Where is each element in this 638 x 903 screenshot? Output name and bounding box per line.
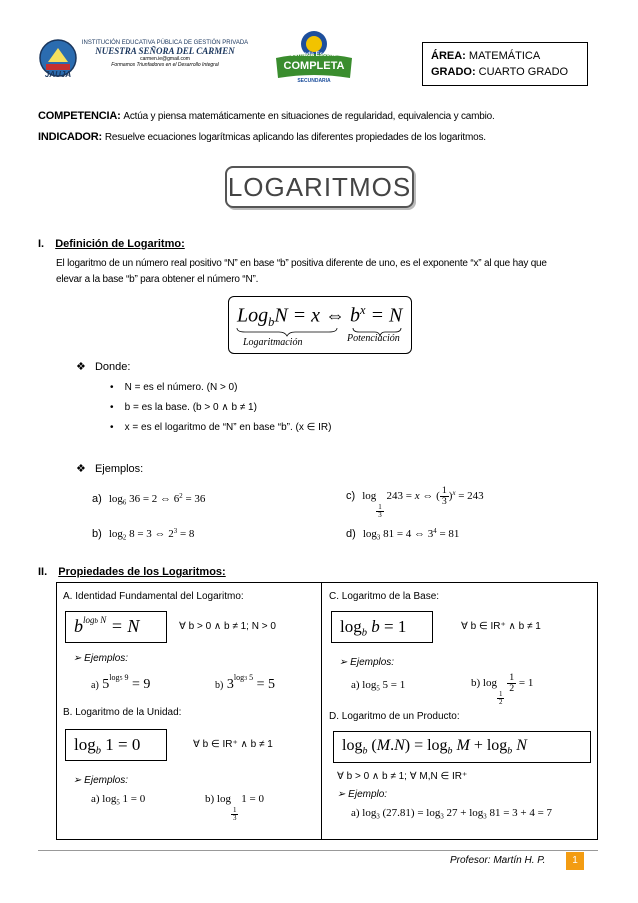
footer-teacher: Profesor: Martín H. P. xyxy=(450,855,546,866)
example-a: a) $\log_6 36 = 2$ ⇔ $6^2 = 36$ xyxy=(92,493,206,507)
event-logo-top: Jornada Escolar xyxy=(290,52,338,58)
grade-label: GRADO: xyxy=(431,66,476,78)
school-info xyxy=(80,40,250,68)
footer-line xyxy=(38,850,598,851)
prop-d-ejemplo: ➢ Ejemplo: xyxy=(337,789,388,800)
section2-title: Propiedades de los Logaritmos: xyxy=(58,566,226,578)
prop-d-example: a) $\log_3 (27.81) = \log_3 27 + \log_3 81 = 3 + 4 = 7$ xyxy=(351,807,553,821)
area-row xyxy=(431,48,579,64)
indicador-row xyxy=(38,131,608,143)
prop-a-ejemplos: ➢ Ejemplos: xyxy=(73,653,129,664)
section1-title: Definición de Logaritmo: xyxy=(55,238,185,250)
prop-c-formula: $\log_b b = 1$ xyxy=(331,611,433,643)
school-line1: INSTITUCIÓN EDUCATIVA PÚBLICA DE GESTIÓN PRIVADA xyxy=(81,40,249,46)
underbraces-icon xyxy=(235,327,405,337)
donde-label: ❖ Donde: xyxy=(76,361,131,373)
prop-b-condition: ∀ b ∈ IR⁺ ∧ b ≠ 1 xyxy=(193,739,273,750)
formula-log: Log xyxy=(237,304,269,327)
label-potenciacion: Potenciación xyxy=(347,333,400,344)
event-logo-main: COMPLETA xyxy=(283,60,345,72)
area-grade-box xyxy=(422,42,588,86)
banner-title: LOGARITMOS xyxy=(227,171,412,202)
school-email: carmen.ie@gmail.com xyxy=(140,56,190,62)
donde-bullets xyxy=(110,378,331,438)
prop-a-formula: $b^{logb N} = N$ xyxy=(65,611,167,643)
school-motto: Formamos Triunfadores en el Desarrollo Integral xyxy=(111,62,219,68)
prop-d-condition: ∀ b > 0 ∧ b ≠ 1; ∀ M,N ∈ IR⁺ xyxy=(337,771,468,782)
bullet-item: • N = es el número. (N > 0) xyxy=(110,382,238,393)
page-number: 1 xyxy=(566,852,584,870)
table-divider xyxy=(321,583,322,839)
grade-row xyxy=(431,64,579,80)
school-logo xyxy=(38,38,78,78)
prop-b-ejemplos: ➢ Ejemplos: xyxy=(73,775,129,786)
prop-a-example-b: b) $3^{log3 5} = 5$ xyxy=(215,673,275,692)
competencia-text: Actúa y piensa matemáticamente en situaciones de regularidad, equivalencia y cambio. xyxy=(123,111,495,122)
prop-b-example-a: a) $\log_5 1 = 0$ xyxy=(91,793,146,807)
prop-a-condition: ∀ b > 0 ∧ b ≠ 1; N > 0 xyxy=(179,621,276,632)
bullet-item: • b = es la base. (b > 0 ∧ b ≠ 1) xyxy=(110,402,257,413)
prop-d-title: D. Logaritmo de un Producto: xyxy=(329,711,460,722)
prop-a-title: A. Identidad Fundamental del Logaritmo: xyxy=(63,591,244,602)
prop-c-example-a: a) $\log_5 5 = 1$ xyxy=(351,679,406,693)
section1-heading xyxy=(38,238,185,250)
school-city: JAUJA xyxy=(44,70,72,79)
prop-c-title: C. Logaritmo de la Base: xyxy=(329,591,440,602)
section1-number: I. xyxy=(38,238,45,250)
prop-d-formula: $\log_b (M.N) = \log_b M + \log_b N$ xyxy=(333,731,591,763)
section1-paragraph xyxy=(56,256,616,288)
competencia-label: COMPETENCIA: xyxy=(38,110,121,122)
definition-formula: Log$_b$N = x ⇔ $b^x = N$ xyxy=(237,303,403,329)
label-logaritmacion: Logaritmación xyxy=(243,337,303,348)
competencia-row xyxy=(38,110,608,122)
bullet-item: • x = es el logaritmo de “N” en base “b”. (x ∈ IR) xyxy=(110,422,332,433)
grade-value: CUARTO GRADO xyxy=(478,66,569,78)
event-logo-sub: SECUNDARIA xyxy=(297,78,331,84)
diamond-bullet-icon: ❖ xyxy=(76,361,86,373)
area-value: MATEMÁTICA xyxy=(468,50,541,62)
indicador-label: INDICADOR: xyxy=(38,131,102,143)
school-name: NUESTRA SEÑORA DEL CARMEN xyxy=(95,46,235,56)
example-d: d) $\log_3 81 = 4$ ⇔ $3^4 = 81$ xyxy=(346,528,460,542)
prop-c-condition: ∀ b ∈ IR⁺ ∧ b ≠ 1 xyxy=(461,621,541,632)
prop-b-formula: $\log_b 1 = 0$ xyxy=(65,729,167,761)
prop-a-example-a: a) $5^{log5 9} = 9$ xyxy=(91,673,151,692)
prop-c-ejemplos: ➢ Ejemplos: xyxy=(339,657,395,668)
event-logo xyxy=(272,28,356,88)
section1-line2: elevar a la base “b” para obtener el número “N”. xyxy=(56,274,259,285)
title-banner xyxy=(225,166,414,208)
properties-table xyxy=(56,582,598,840)
section2-heading xyxy=(38,566,226,578)
example-b: b) $\log_2 8 = 3$ ⇔ $2^3 = 8$ xyxy=(92,528,195,542)
section1-line1: El logaritmo de un número real positivo “N” en base “b” positiva diferente de uno, es el exponente “x” al que hay que xyxy=(56,258,547,269)
indicador-text: Resuelve ecuaciones logarítmicas aplicando las diferentes propiedades de los logaritmos. xyxy=(104,132,486,143)
prop-b-title: B. Logaritmo de la Unidad: xyxy=(63,707,182,718)
diamond-bullet-icon: ❖ xyxy=(76,463,86,475)
prop-c-example-b: b) log $\frac{1}{2}$ $\frac{1}{2}$ = 1 xyxy=(471,672,534,706)
section2-number: II. xyxy=(38,566,48,578)
definition-formula-box xyxy=(228,296,412,354)
area-label: ÁREA: xyxy=(431,50,466,62)
example-c: c) log $\frac{1}{3}$ 243 = x ⇔ ( $\frac{1}{3}$ )$^x$ = 243 xyxy=(346,485,484,519)
ejemplos-label: ❖ Ejemplos: xyxy=(76,463,144,475)
prop-b-example-b: b) log $\frac{1}{3}$ 1 = 0 xyxy=(205,793,264,822)
